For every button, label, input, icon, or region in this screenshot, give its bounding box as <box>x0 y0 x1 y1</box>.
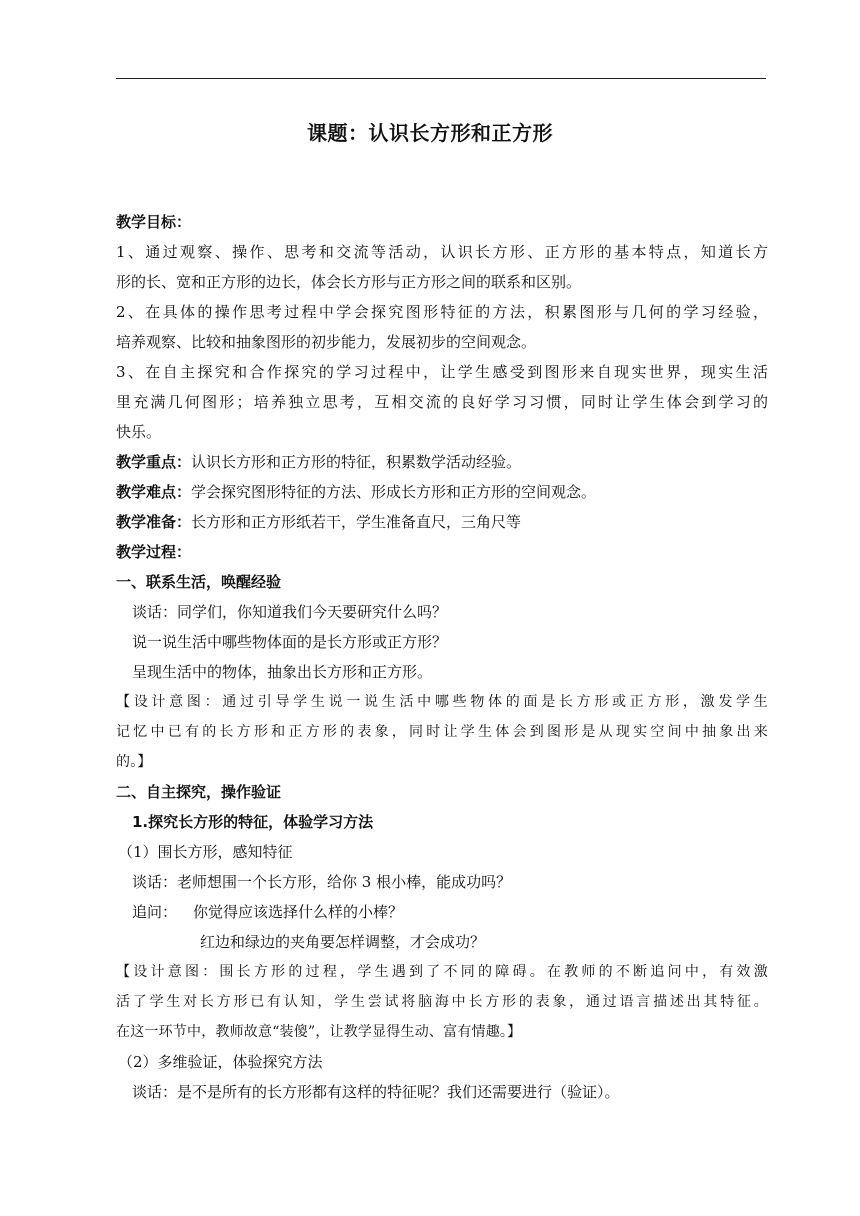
section-2-ask-1: 你觉得应该选择什么样的小棒？ <box>193 903 404 921</box>
difficulty-text: 学会探究图形特征的方法、形成长方形和正方形的空间观念。 <box>191 483 597 501</box>
difficulty-label: 教学难点： <box>116 483 192 501</box>
goal-3-line-1: 3、在自主探究和合作探究的学习过程中，让学生感受到图形来自现实世界，现实生活 <box>116 363 768 381</box>
goals-heading: 教学目标： <box>116 213 192 231</box>
section-2-talk-1: 谈话：老师想围一个长方形，给你 3 根小棒，能成功吗？ <box>132 873 512 891</box>
key-point-text: 认识长方形和正方形的特征，积累数学活动经验。 <box>191 453 522 471</box>
preparation-label: 教学准备： <box>116 513 192 531</box>
design-note-1-line-2: 记忆中已有的长方形和正方形的表象，同时让学生体会到图形是从现实空间中抽象出来 <box>116 724 768 740</box>
section-1-paragraph-2: 说一说生活中哪些物体面的是长方形或正方形？ <box>132 633 448 651</box>
section-2-ask-row <box>116 897 768 927</box>
section-2-subheading-1: 1.探究长方形的特征，体验学习方法 <box>132 813 374 831</box>
key-point-row <box>116 447 768 477</box>
header-rule <box>116 78 766 79</box>
section-1-paragraph-3: 呈现生活中的物体，抽象出长方形和正方形。 <box>132 663 433 681</box>
process-heading: 教学过程： <box>116 543 192 561</box>
goal-2-line-1: 2、在具体的操作思考过程中学会探究图形特征的方法，积累图形与几何的学习经验， <box>116 303 768 321</box>
document-body <box>116 207 768 1107</box>
design-note-2-line-1: 【设计意图：围长方形的过程，学生遇到了不同的障碍。在教师的不断追问中，有效激 <box>116 964 768 980</box>
difficulty-row <box>116 477 768 507</box>
section-2-heading: 二、自主探究，操作验证 <box>116 783 282 801</box>
section-1-paragraph-1: 谈话：同学们，你知道我们今天要研究什么吗？ <box>132 603 448 621</box>
page-title: 课题：认识长方形和正方形 <box>307 121 553 145</box>
section-1-heading: 一、联系生活，唤醒经验 <box>116 573 282 591</box>
section-2-step-1: （1）围长方形，感知特征 <box>118 843 293 861</box>
key-point-label: 教学重点： <box>116 453 192 471</box>
section-2-ask-2: 红边和绿边的夹角要怎样调整，才会成功？ <box>200 933 486 951</box>
design-note-2-line-3: 在这一环节中，教师故意“装傻”，让教学显得生动、富有情趣。】 <box>116 1024 522 1040</box>
goal-2-line-2: 培养观察、比较和抽象图形的初步能力，发展初步的空间观念。 <box>116 333 537 351</box>
section-2-ask-label: 追问： <box>132 903 178 921</box>
section-2-talk-2: 谈话：是不是所有的长方形都有这样的特征呢？我们还需要进行（验证）。 <box>132 1083 620 1101</box>
goal-3-line-2: 里充满几何图形；培养独立思考，互相交流的良好学习习惯，同时让学生体会到学习的 <box>116 393 768 411</box>
goal-1-line-1: 1、通过观察、操作、思考和交流等活动，认识长方形、正方形的基本特点，知道长方 <box>116 243 768 261</box>
design-note-2-line-2: 活了学生对长方形已有认知，学生尝试将脑海中长方形的表象，通过语言描述出其特征。 <box>116 994 768 1010</box>
goal-1-line-2: 形的长、宽和正方形的边长，体会长方形与正方形之间的联系和区别。 <box>116 273 582 291</box>
goal-3-line-3: 快乐。 <box>116 423 162 441</box>
design-note-1-line-3: 的。】 <box>116 754 152 770</box>
preparation-text: 长方形和正方形纸若干，学生准备直尺，三角尺等 <box>191 513 522 531</box>
design-note-1-line-1: 【设计意图：通过引导学生说一说生活中哪些物体的面是长方形或正方形，激发学生 <box>116 694 768 710</box>
section-2-step-2: （2）多维验证，体验探究方法 <box>118 1053 323 1071</box>
preparation-row <box>116 507 768 537</box>
